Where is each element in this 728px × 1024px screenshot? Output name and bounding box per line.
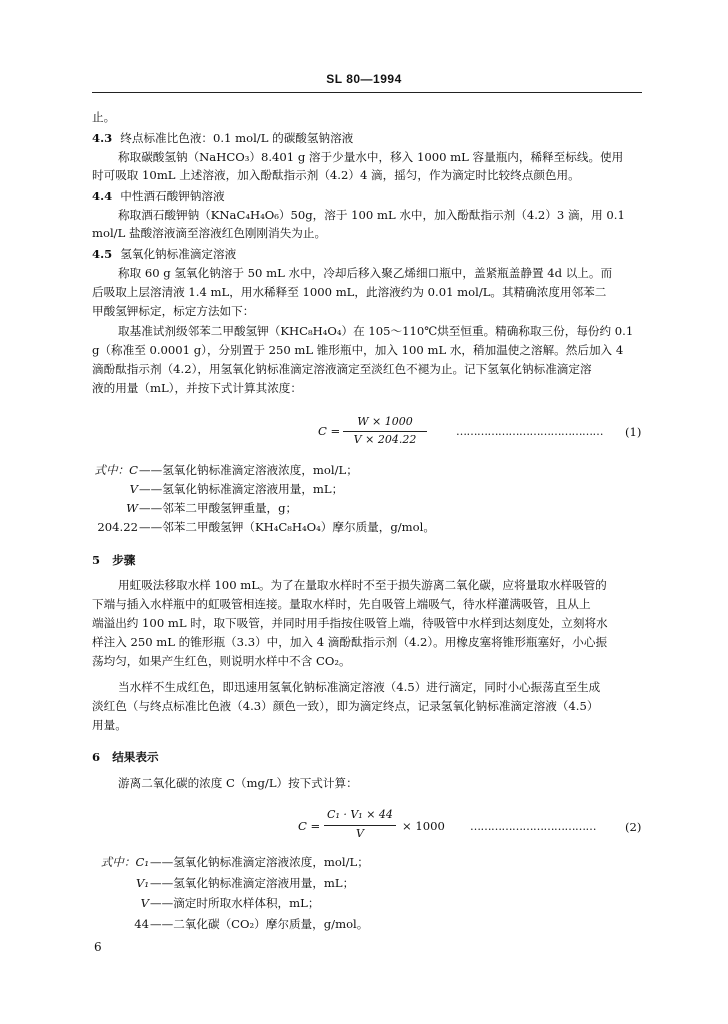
paragraph-line: 淡红色（与终点标准比色液（4.3）颜色一致），即为滴定终点，记录氢氧化钠标准滴定溶液（4.5） bbox=[92, 699, 599, 713]
where-symbol: W bbox=[126, 501, 138, 515]
paragraph-line: 后吸取上层溶清液 1.4 mL，用水稀释至 1000 mL，此溶液约为 0.01 mol/L。其精确浓度用邻苯二 bbox=[92, 285, 607, 299]
section-title: 终点标准比色液：0.1 mol/L 的碳酸氢钠溶液 bbox=[120, 131, 354, 145]
paragraph-line: 甲酸氢钾标定，标定方法如下： bbox=[92, 304, 255, 318]
paragraph-line: g（称准至 0.0001 g），分别置于 250 mL 锥形瓶中，加入 100 mL 水，稍加温使之溶解。然后加入 4 bbox=[92, 343, 624, 357]
equation-2-numerator: C₁ · V₁ × 44 bbox=[327, 808, 393, 821]
equation-2-denominator: V bbox=[356, 827, 364, 840]
section-title: 中性酒石酸钾钠溶液 bbox=[120, 189, 225, 203]
paragraph-line: 当水样不生成红色，即迅速用氢氧化钠标准滴定溶液（4.5）进行滴定，同时小心振荡直至生成 bbox=[118, 680, 601, 694]
where-symbol: V₁ bbox=[135, 876, 149, 890]
where-symbol: V bbox=[129, 482, 138, 496]
where-symbol: 式中：C₁ bbox=[100, 855, 149, 869]
paragraph-line: 液的用量（mL），并按下式计算其浓度： bbox=[92, 381, 302, 395]
section-title: 步骤 bbox=[112, 553, 136, 567]
equation-2-fraction-bar bbox=[324, 825, 396, 826]
where-description: ——氢氧化钠标准滴定溶液用量，mL； bbox=[150, 876, 355, 890]
paragraph-line: 称取碳酸氢钠（NaHCO₃）8.401 g 溶于少量水中，移入 1000 mL 容量瓶内，稀释至标线。使用 bbox=[118, 150, 624, 164]
section-title: 氢氧化钠标准滴定溶液 bbox=[120, 247, 237, 261]
where-symbol: 式中：C bbox=[94, 463, 138, 477]
continuation-line: 止。 bbox=[92, 110, 116, 124]
equation-2-rhs: × 1000 bbox=[402, 819, 445, 833]
paragraph-line: 时可吸取 10mL 上述溶液，加入酚酞指示剂（4.2）4 滴，摇匀，作为滴定时比较终点颜色用。 bbox=[92, 168, 580, 182]
section-number: 4.4 bbox=[92, 189, 113, 203]
equation-1-denominator: V × 204.22 bbox=[353, 433, 417, 446]
paragraph-line: 用量。 bbox=[92, 718, 127, 732]
paragraph-line: 样注入 250 mL 的锥形瓶（3.3）中，加入 4 滴酚酞指示剂（4.2）。用橡皮塞将锥形瓶塞好，小心振 bbox=[92, 635, 608, 649]
section-title: 结果表示 bbox=[112, 750, 159, 764]
equation-1-leader: …………………………………… bbox=[456, 425, 603, 438]
paragraph-line: 荡均匀，如果产生红色，则说明水样中不含 CO₂。 bbox=[92, 654, 351, 668]
paragraph-line: 游离二氧化碳的浓度 C（mg/L）按下式计算： bbox=[118, 776, 358, 790]
equation-1-number: (1) bbox=[625, 425, 642, 439]
section-4-5-heading bbox=[92, 247, 236, 261]
running-header: SL 80—1994 bbox=[326, 72, 402, 86]
page-number: 6 bbox=[94, 940, 102, 954]
equation-1-numerator: W × 1000 bbox=[357, 415, 413, 428]
equation-1-lhs: C = bbox=[318, 424, 341, 438]
paragraph-line: 滴酚酞指示剂（4.2），用氢氧化钠标准滴定溶液滴定至淡红色不褪为止。记下氢氧化钠标准滴定溶 bbox=[92, 362, 592, 376]
section-5-heading bbox=[92, 553, 135, 567]
where-symbol: V bbox=[140, 896, 149, 910]
section-number: 6 bbox=[92, 750, 101, 764]
where-description: ——二氧化碳（CO₂）摩尔质量，g/mol。 bbox=[150, 917, 369, 931]
where-description: ——邻苯二甲酸氢钾（KH₄C₈H₄O₄）摩尔质量，g/mol。 bbox=[139, 520, 435, 534]
where-description: ——邻苯二甲酸氢钾重量，g； bbox=[139, 501, 298, 515]
section-4-4-heading bbox=[92, 189, 225, 203]
where-description: ——氢氧化钠标准滴定溶液浓度，mol/L； bbox=[150, 855, 369, 869]
equation-2-lhs: C = bbox=[298, 819, 321, 833]
section-4-3-heading bbox=[92, 131, 353, 145]
paragraph-line: 称取 60 g 氢氧化钠溶于 50 mL 水中，冷却后移入聚乙烯细口瓶中，盖紧瓶盖静置 4d 以上。而 bbox=[118, 266, 613, 280]
section-number: 4.3 bbox=[92, 131, 113, 145]
section-number: 4.5 bbox=[92, 247, 113, 261]
where-symbol: 44 bbox=[134, 917, 149, 931]
section-6-heading bbox=[92, 750, 159, 764]
paragraph-line: 取基准试剂级邻苯二甲酸氢钾（KHC₈H₄O₄）在 105～110℃烘至恒重。精确称取三份，每份约 0.1 bbox=[118, 324, 634, 338]
where-description: ——氢氧化钠标准滴定溶液用量，mL； bbox=[139, 482, 344, 496]
paragraph-line: 下端与插入水样瓶中的虹吸管相连接。量取水样时，先自吸管上端吸气，待水样灌满吸管，且从上 bbox=[92, 597, 591, 611]
paragraph-line: 用虹吸法移取水样 100 mL。为了在量取水样时不至于损失游离二氧化碳，应将量取水样吸管的 bbox=[118, 578, 607, 592]
equation-2-leader: ……………………………… bbox=[470, 820, 596, 833]
equation-1-fraction-bar bbox=[343, 431, 427, 432]
section-number: 5 bbox=[92, 553, 101, 567]
header-rule bbox=[92, 92, 642, 93]
where-description: ——氢氧化钠标准滴定溶液浓度，mol/L； bbox=[139, 463, 358, 477]
where-symbol: 204.22 bbox=[97, 520, 138, 534]
where-description: ——滴定时所取水样体积，mL； bbox=[150, 896, 320, 910]
paragraph-line: 端溢出约 100 mL 时，取下吸管，并同时用手指按住吸管上端，待吸管中水样到达刻度处，立刻将水 bbox=[92, 616, 608, 630]
paragraph-line: mol/L 盐酸溶液滴至溶液红色刚刚消失为止。 bbox=[92, 226, 327, 240]
equation-2-number: (2) bbox=[625, 820, 642, 834]
paragraph-line: 称取酒石酸钾钠（KNaC₄H₄O₆）50g，溶于 100 mL 水中，加入酚酞指示剂（4.2）3 滴，用 0.1 bbox=[118, 208, 625, 222]
